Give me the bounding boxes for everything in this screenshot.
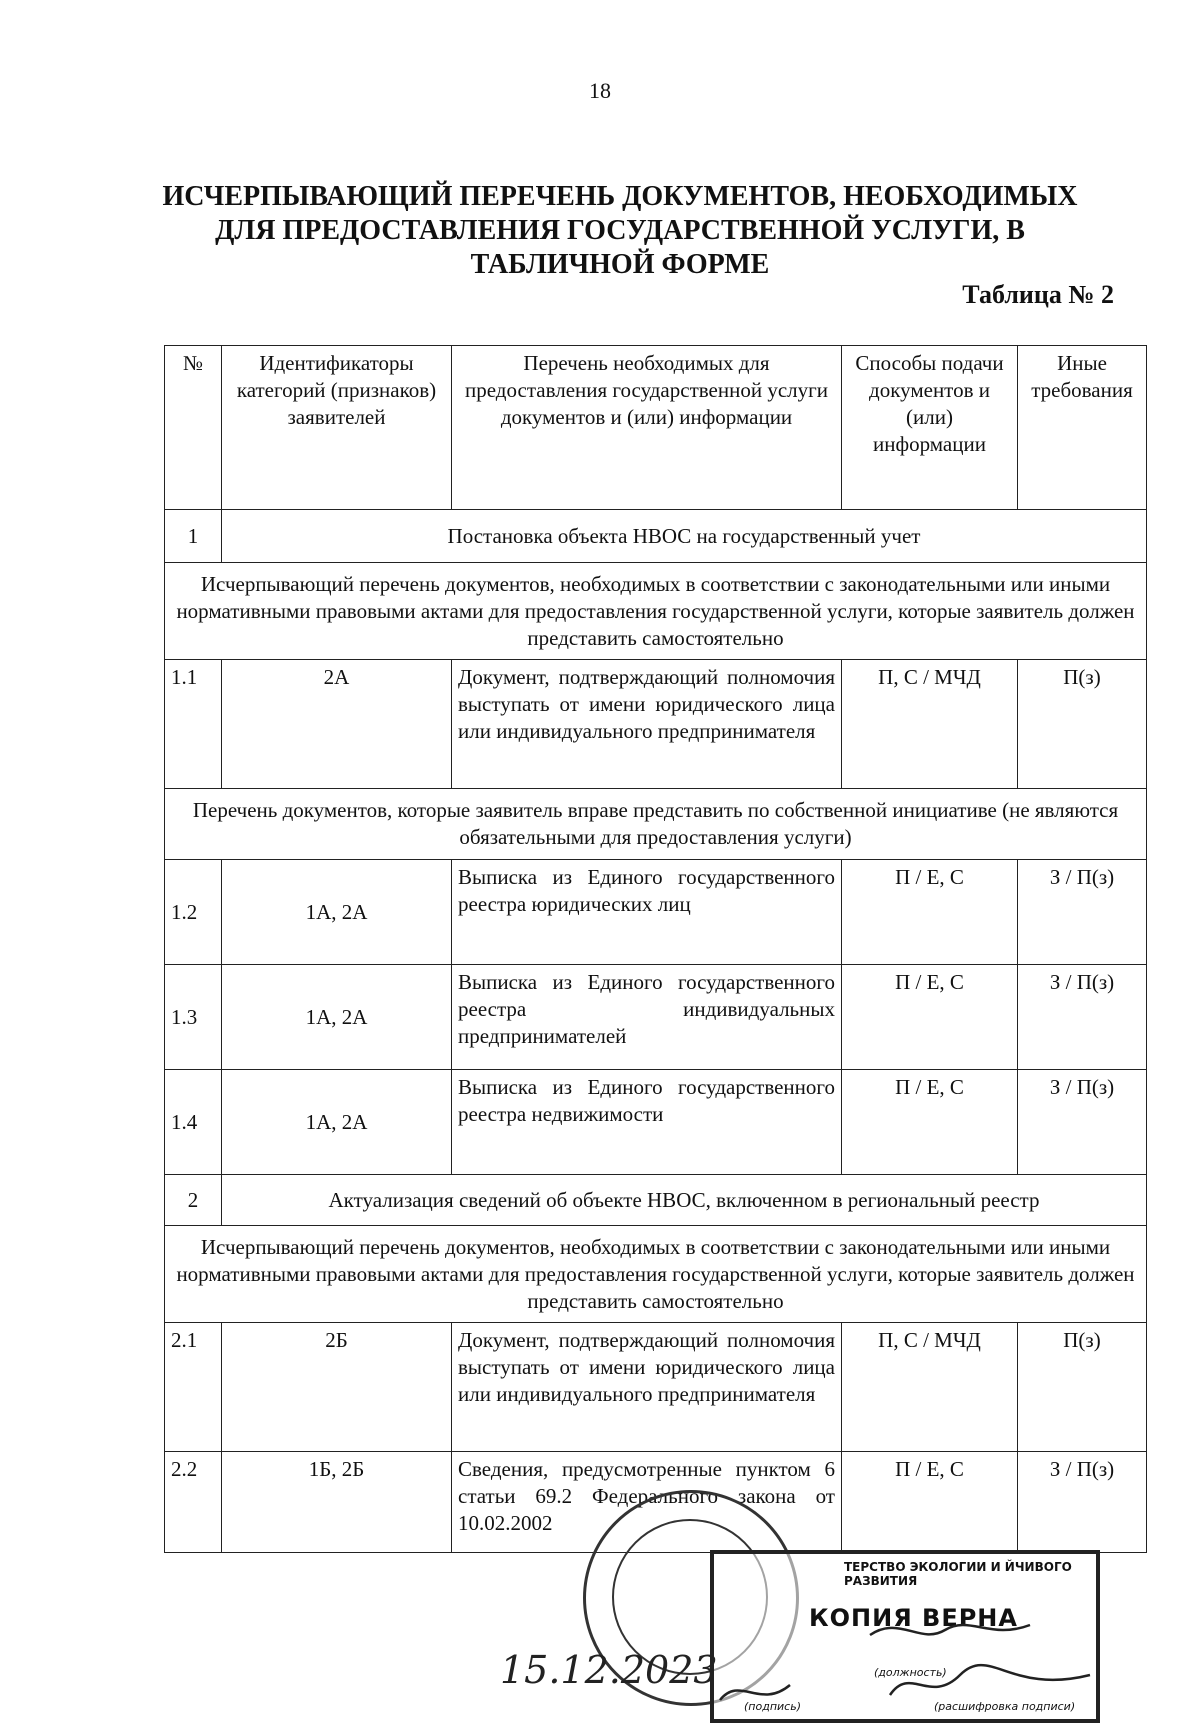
page-number: 18 bbox=[589, 78, 611, 103]
row-category: 2Б bbox=[222, 1323, 452, 1452]
stamp-position-caption: (должность) bbox=[874, 1666, 947, 1679]
signature-date: 15.12.2023 bbox=[500, 1648, 718, 1692]
group-row bbox=[165, 1226, 1147, 1323]
group-title: Исчерпывающий перечень документов, необходимых в соответствии с законодательными или иными нормативными правовыми актами для предоставления государственной услуги, которые заявитель должен представить самостоятельно bbox=[165, 563, 1147, 660]
row-document: Выписка из Единого государственного реестра юридических лиц bbox=[452, 860, 842, 965]
row-num: 2.2 bbox=[165, 1452, 222, 1553]
stamp-decode-caption: (расшифровка подписи) bbox=[934, 1700, 1076, 1713]
group-row bbox=[165, 563, 1147, 660]
table-header-row bbox=[165, 346, 1147, 510]
header-other: Иные требования bbox=[1018, 346, 1147, 510]
row-method: П / Е, С bbox=[842, 860, 1018, 965]
row-num: 1.2 bbox=[165, 860, 222, 965]
table-row bbox=[165, 1323, 1147, 1452]
section-num: 2 bbox=[165, 1175, 222, 1226]
table-label: Таблица № 2 bbox=[962, 280, 1114, 309]
row-category: 1Б, 2Б bbox=[222, 1452, 452, 1553]
row-category: 1А, 2А bbox=[222, 860, 452, 965]
row-num: 1.3 bbox=[165, 965, 222, 1070]
table-row bbox=[165, 660, 1147, 789]
header-documents: Перечень необходимых для предоставления государственной услуги документов и (или) информации bbox=[452, 346, 842, 510]
documents-table bbox=[164, 345, 1147, 1553]
row-other: П(з) bbox=[1018, 1323, 1147, 1452]
stamp-signature-caption: (подпись) bbox=[744, 1700, 801, 1713]
stamp-copy-label: КОПИЯ ВЕРНА bbox=[809, 1604, 1018, 1632]
row-document: Выписка из Единого государственного реестра недвижимости bbox=[452, 1070, 842, 1175]
table-row bbox=[165, 965, 1147, 1070]
group-row bbox=[165, 789, 1147, 860]
row-num: 2.1 bbox=[165, 1323, 222, 1452]
row-other: З / П(з) bbox=[1018, 1452, 1147, 1553]
section-row bbox=[165, 1175, 1147, 1226]
row-other: З / П(з) bbox=[1018, 1070, 1147, 1175]
row-category: 1А, 2А bbox=[222, 1070, 452, 1175]
row-method: П / Е, С bbox=[842, 965, 1018, 1070]
row-method: П, С / МЧД bbox=[842, 1323, 1018, 1452]
row-other: З / П(з) bbox=[1018, 965, 1147, 1070]
header-categories: Идентификаторы категорий (признаков) заявителей bbox=[222, 346, 452, 510]
table-row bbox=[165, 1070, 1147, 1175]
row-category: 2А bbox=[222, 660, 452, 789]
header-num: № bbox=[165, 346, 222, 510]
signature-stroke bbox=[720, 1685, 790, 1700]
group-title: Перечень документов, которые заявитель вправе представить по собственной инициативе (не являются обязательными для предоставления услуги) bbox=[165, 789, 1147, 860]
table-row bbox=[165, 860, 1147, 965]
row-document: Документ, подтверждающий полномочия выступать от имени юридического лица или индивидуального предпринимателя bbox=[452, 1323, 842, 1452]
section-num: 1 bbox=[165, 510, 222, 563]
row-method: П / Е, С bbox=[842, 1452, 1018, 1553]
row-num: 1.1 bbox=[165, 660, 222, 789]
row-method: П / Е, С bbox=[842, 1070, 1018, 1175]
handwritten-signatures bbox=[490, 1605, 1110, 1715]
row-document: Сведения, предусмотренные пунктом 6 статьи 69.2 Федерального закона от 10.02.2002 bbox=[452, 1452, 842, 1553]
section-title: Актуализация сведений об объекте НВОС, включенном в региональный реестр bbox=[222, 1175, 1147, 1226]
header-methods: Способы подачи документов и (или) информации bbox=[842, 346, 1018, 510]
signature-stroke bbox=[870, 1625, 1030, 1635]
section-row bbox=[165, 510, 1147, 563]
row-document: Документ, подтверждающий полномочия выступать от имени юридического лица или индивидуального предпринимателя bbox=[452, 660, 842, 789]
row-category: 1А, 2А bbox=[222, 965, 452, 1070]
document-title: ИСЧЕРПЫВАЮЩИЙ ПЕРЕЧЕНЬ ДОКУМЕНТОВ, НЕОБХОДИМЫХ ДЛЯ ПРЕДОСТАВЛЕНИЯ ГОСУДАРСТВЕННОЙ УСЛУГИ, В ТАБЛИЧНОЙ ФОРМЕ bbox=[162, 181, 1078, 280]
row-other: П(з) bbox=[1018, 660, 1147, 789]
row-document: Выписка из Единого государственного реестра индивидуальных предпринимателей bbox=[452, 965, 842, 1070]
row-method: П, С / МЧД bbox=[842, 660, 1018, 789]
group-title: Исчерпывающий перечень документов, необходимых в соответствии с законодательными или иными нормативными правовыми актами для предоставления государственной услуги, которые заявитель должен представить самостоятельно bbox=[165, 1226, 1147, 1323]
signature-stroke bbox=[890, 1665, 1090, 1695]
stamp-organization: ТЕРСТВО ЭКОЛОГИИ И ЙЧИВОГО РАЗВИТИЯ bbox=[844, 1560, 1072, 1588]
row-num: 1.4 bbox=[165, 1070, 222, 1175]
section-title: Постановка объекта НВОС на государственный учет bbox=[222, 510, 1147, 563]
row-other: З / П(з) bbox=[1018, 860, 1147, 965]
